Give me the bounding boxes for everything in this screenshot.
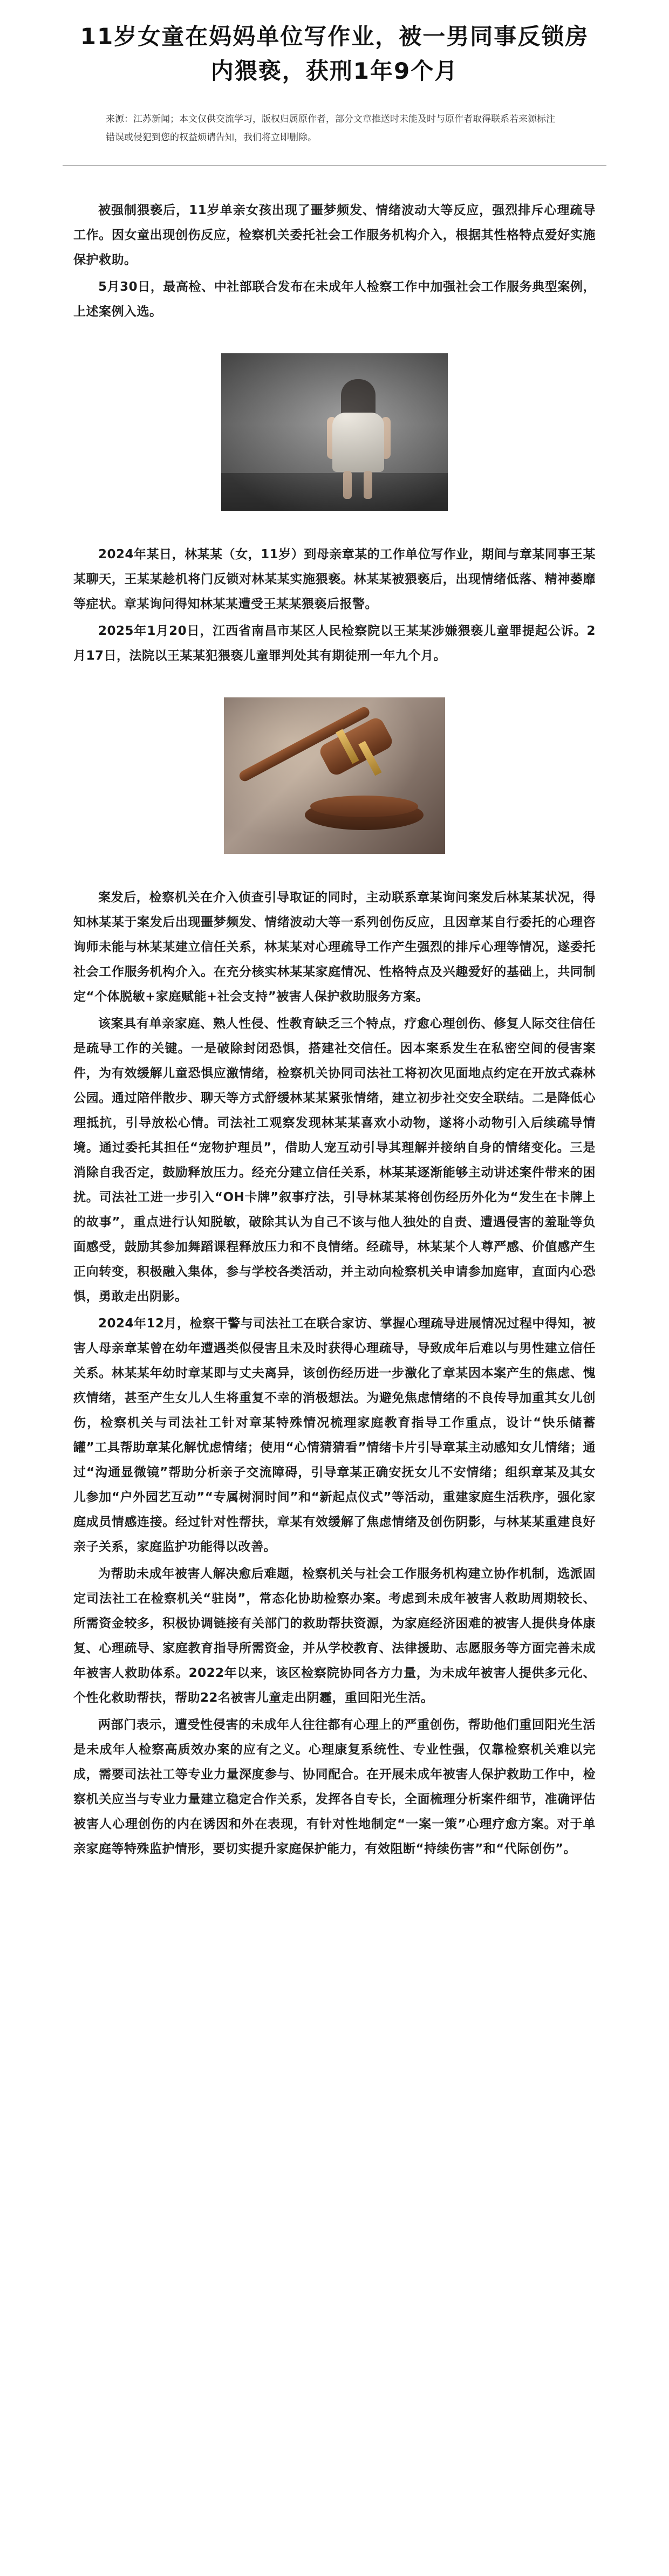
- header-divider: [63, 165, 606, 166]
- paragraph: 2025年1月20日，江西省南昌市某区人民检察院以王某某涉嫌猥亵儿童罪提起公诉。2月17日，法院以王某某犯猥亵儿童罪判处其有期徒刑一年九个月。: [73, 624, 596, 663]
- paragraph: 为帮助未成年被害人解决愈后难题，检察机关与社会工作服务机构建立协作机制，选派固定司法社工在检察机关“驻岗”，常态化协助检察办案。考虑到未成年被害人救助周期较长、所需资金较多，积极协调链接有关部门的救助帮扶资源，为家庭经济困难的被害人提供身体康复、心理疏导、家庭教育指导所需资金，并从学校教育、法律援助、志愿服务等方面完善未成年被害人救助体系。2022年以来，该区检察院协同各方力量，为未成年被害人提供多元化、个性化救助帮扶，帮助22名被害儿童走出阴霾，重回阳光生活。: [73, 1567, 596, 1705]
- paragraph: 被强制猥亵后，11岁单亲女孩出现了噩梦频发、情绪波动大等反应，强烈排斥心理疏导工作。因女童出现创伤反应，检察机关委托社会工作服务机构介入，根据其性格特点爱好实施保护救助。: [73, 203, 596, 267]
- judge-gavel-photo-icon: [224, 697, 445, 854]
- paragraph: 2024年12月，检察干警与司法社工在联合家访、掌握心理疏导进展情况过程中得知，被害人母亲章某曾在幼年遭遇类似侵害且未及时获得心理疏导，导致成年后难以与男性建立信任关系。林某某年幼时章某即与丈夫离异，该创伤经历进一步激化了章某因本案产生的焦虑、愧疚情绪，甚至产生女儿人生将重复不幸的消极想法。为避免焦虑情绪的不良传导加重其女儿创伤，检察机关与司法社工针对章某特殊情况梳理家庭教育指导工作重点，设计“快乐储蓄罐”工具帮助章某化解忧虑情绪；使用“心情猜猜看”情绪卡片引导章某主动感知女儿情绪；通过“沟通显微镜”帮助分析亲子交流障碍，引导章某正确安抚女儿不安情绪；组织章某及其女儿参加“户外园艺互动”“专属树洞时间”和“新起点仪式”等活动，重建家庭生活秩序，强化家庭成员情感连接。经过针对性帮扶，章某有效缓解了焦虑情绪及创伤阴影，与林某某重建良好亲子关系，家庭监护功能得以改善。: [73, 1317, 596, 1554]
- article-title: 11岁女童在妈妈单位写作业，被一男同事反锁房内猥亵，获刑1年9个月: [80, 23, 589, 84]
- photo-vignette: [221, 353, 448, 511]
- paragraph: 5月30日，最高检、中社部联合发布在未成年人检察工作中加强社会工作服务典型案例，上述案例入选。: [73, 280, 596, 319]
- paragraph: 2024年某日，林某某（女，11岁）到母亲章某的工作单位写作业，期间与章某同事王某某聊天，王某某趁机将门反锁对林某某实施猥亵。林某某被猥亵后，出现情绪低落、精神萎靡等症状。章某询问得知林某某遭受王某某猥亵后报警。: [73, 547, 596, 611]
- girl-standing-photo-icon: [221, 353, 448, 511]
- article-body: [52, 198, 617, 1861]
- paragraph: 两部门表示，遭受性侵害的未成年人往往都有心理上的严重创伤，帮助他们重回阳光生活是未成年人检察高质效办案的应有之义。心理康复系统性、专业性强，仅靠检察机关难以完成，需要司法社工等专业力量深度参与、协同配合。在开展未成年被害人保护救助工作中，检察机关应当与专业力量建立稳定合作关系，发挥各自专长，全面梳理分析案件细节，准确评估被害人心理创伤的内在诱因和外在表现，有针对性地制定“一案一策”心理疗愈方案。对于单亲家庭等特殊监护情形，要切实提升家庭保护能力，有效阻断“持续伤害”和“代际创伤”。: [73, 1718, 596, 1856]
- photo-glow: [224, 697, 445, 854]
- article-page: [52, 0, 617, 1861]
- paragraph: 该案具有单亲家庭、熟人性侵、性教育缺乏三个特点，疗愈心理创伤、修复人际交往信任是疏导工作的关键。一是破除封闭恐惧，搭建社交信任。因本案系发生在私密空间的侵害案件，为有效缓解儿童恐惧应激情绪，检察机关协同司法社工将初次见面地点约定在开放式森林公园。通过陪伴散步、聊天等方式舒缓林某某紧张情绪，建立初步社交安全联结。二是降低心理抵抗，引导放松心情。司法社工观察发现林某某喜欢小动物，遂将小动物引入后续疏导情境。通过委托其担任“宠物护理员”，借助人宠互动引导其理解并接纳自身的情绪变化。三是消除自我否定，鼓励释放压力。经充分建立信任关系，林某某逐渐能够主动讲述案件带来的困扰。司法社工进一步引入“OH卡牌”叙事疗法，引导林某某将创伤经历外化为“发生在卡牌上的故事”，重点进行认知脱敏，破除其认为自己不该与他人独处的自责、遭遇侵害的羞耻等负面感受，鼓励其参加舞蹈课程释放压力和不良情绪。经疏导，林某某个人尊严感、价值感产生正向转变，积极融入集体，参与学校各类活动，并主动向检察机关申请参加庭审，直面内心恐惧，勇敢走出阴影。: [73, 1017, 596, 1304]
- source-note: 来源：江苏新闻；本文仅供交流学习，版权归属原作者，部分文章推送时未能及时与原作者取得联系若来源标注错误或侵犯到您的权益烦请告知，我们将立即删除。: [106, 114, 555, 143]
- paragraph: 案发后，检察机关在介入侦查引导取证的同时，主动联系章某询问案发后林某某状况，得知林某某于案发后出现噩梦频发、情绪波动大等一系列创伤反应，且因章某自行委托的心理咨询师未能与林某某建立信任关系，林某某对心理疏导工作产生强烈的排斥心理等情况，遂委托社会工作服务机构介入。在充分核实林某某家庭情况、性格特点及兴趣爱好的基础上，共同制定“个体脱敏+家庭赋能+社会支持”被害人保护救助服务方案。: [73, 890, 596, 1004]
- gavel-base-top: [310, 796, 418, 817]
